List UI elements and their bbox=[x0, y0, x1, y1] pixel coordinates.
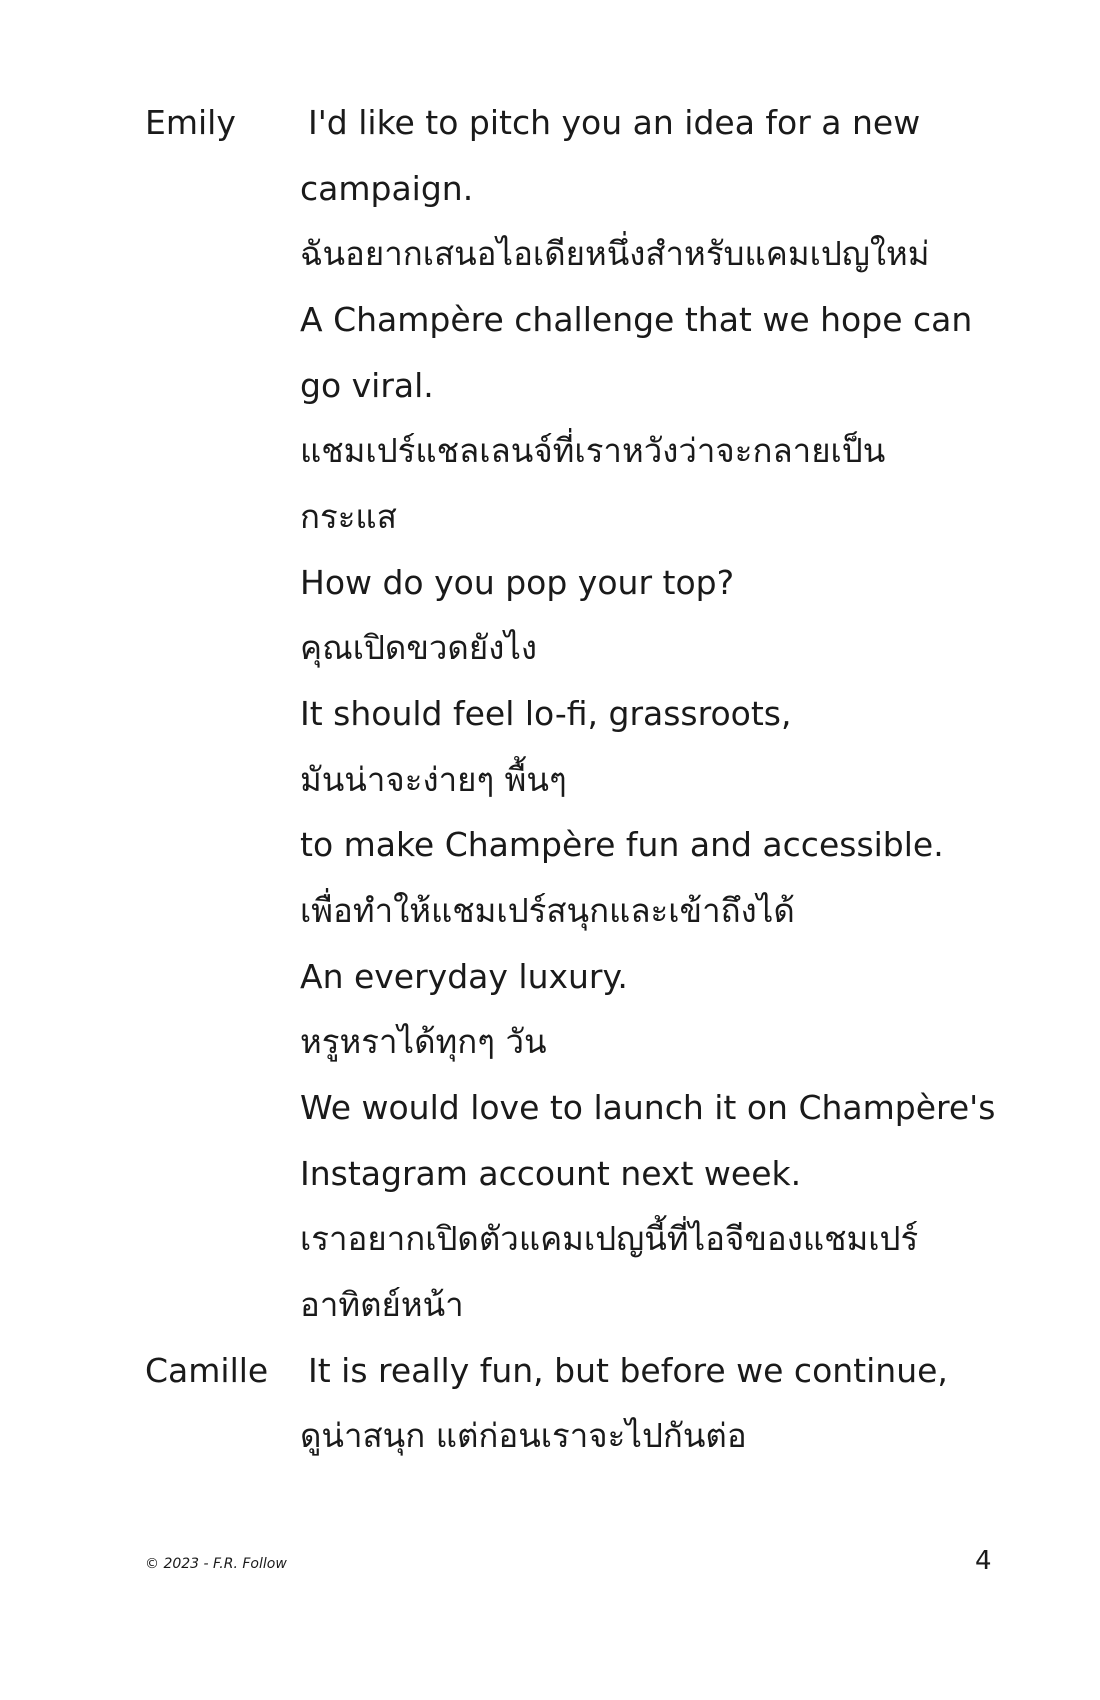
dialogue-line: ดูน่าสนุก แต่ก่อนเราจะไปกันต่อ bbox=[300, 1416, 747, 1455]
dialogue-line: หรูหราได้ทุกๆ วัน bbox=[300, 1022, 547, 1061]
speaker-name: Camille bbox=[145, 1351, 269, 1390]
dialogue-line: เพื่อทำให้แชมเปร์สนุกและเข้าถึงได้ bbox=[300, 891, 795, 930]
dialogue-line: แชมเปร์แชลเลนจ์ที่เราหวังว่าจะกลายเป็น bbox=[300, 431, 886, 470]
dialogue-line: มันน่าจะง่ายๆ พื้นๆ bbox=[300, 760, 567, 799]
dialogue-line: คุณเปิดขวดยังไง bbox=[300, 628, 538, 667]
dialogue-line: A Champère challenge that we hope can bbox=[300, 300, 973, 339]
page-number: 4 bbox=[975, 1546, 992, 1576]
dialogue-line: อาทิตย์หน้า bbox=[300, 1285, 464, 1324]
dialogue-line: It should feel lo-fi, grassroots, bbox=[300, 694, 792, 733]
dialogue-line: เราอยากเปิดตัวแคมเปญนี้ที่ไอจีของแชมเปร์ bbox=[300, 1219, 919, 1258]
dialogue-line: It is really fun, but before we continue, bbox=[308, 1351, 948, 1390]
dialogue-line: Instagram account next week. bbox=[300, 1154, 802, 1193]
dialogue-line: กระแส bbox=[300, 497, 397, 536]
dialogue-line: We would love to launch it on Champère's bbox=[300, 1088, 996, 1127]
dialogue-line: How do you pop your top? bbox=[300, 563, 735, 602]
dialogue-line: to make Champère fun and accessible. bbox=[300, 825, 944, 864]
dialogue-line: go viral. bbox=[300, 366, 434, 405]
speaker-name: Emily bbox=[145, 103, 236, 142]
copyright-notice: © 2023 - F.R. Follow bbox=[145, 1556, 287, 1572]
dialogue-line: An everyday luxury. bbox=[300, 957, 628, 996]
dialogue-line: campaign. bbox=[300, 169, 474, 208]
dialogue-line: ฉันอยากเสนอไอเดียหนึ่งสำหรับแคมเปญใหม่ bbox=[300, 234, 930, 273]
dialogue-line: I'd like to pitch you an idea for a new bbox=[308, 103, 921, 142]
